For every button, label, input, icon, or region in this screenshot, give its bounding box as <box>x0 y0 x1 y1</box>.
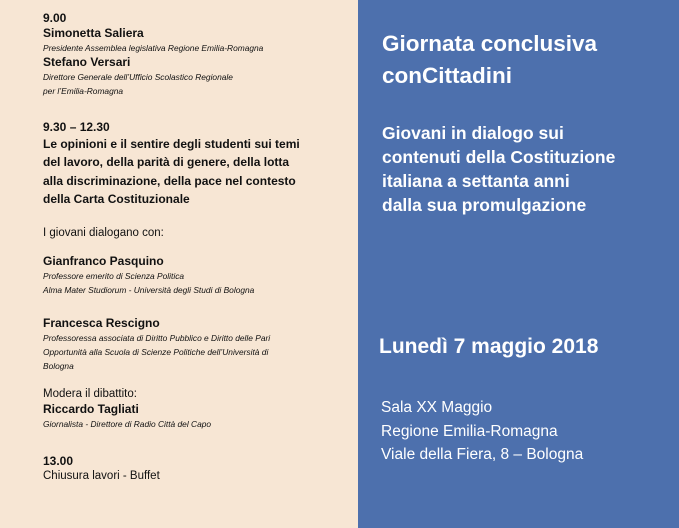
moderator-name: Riccardo Tagliati <box>43 402 139 416</box>
speaker-role: per l’Emilia-Romagna <box>43 86 124 96</box>
discussion-text: alla discriminazione, della pace nel contesto <box>43 173 296 188</box>
event-title-line: Giornata conclusiva <box>382 31 598 56</box>
event-venue <box>381 396 671 467</box>
discussion-text: del lavoro, della parità di genere, della lotta <box>43 155 290 170</box>
venue-line: Viale della Fiera, 8 – Bologna <box>381 446 584 463</box>
panelist-role: Bologna <box>43 361 74 371</box>
panelist <box>43 254 343 297</box>
event-subtitle-line: Giovani in dialogo sui <box>382 123 564 143</box>
moderator-role: Giornalista - Direttore di Radio Città del Capo <box>43 419 212 429</box>
panelist-role: Opportunità alla Scuola di Scienze Politiche dell’Università di <box>43 347 269 357</box>
slot-closing <box>43 454 343 484</box>
event-date: Lunedì 7 maggio 2018 <box>379 335 599 358</box>
speaker-name: Simonetta Saliera <box>43 26 144 40</box>
panelist <box>43 316 343 373</box>
discussion-text: della Carta Costituzionale <box>43 191 190 206</box>
event-subtitle-line: dalla sua promulgazione <box>382 195 587 215</box>
moderator-block <box>43 387 343 431</box>
event-title-line: conCittadini <box>382 63 512 88</box>
speaker-role: Direttore Generale dell’Ufficio Scolastico Regionale <box>43 72 233 82</box>
panelist-name: Francesca Rescigno <box>43 316 160 330</box>
panelist-role: Professore emerito di Scienza Politica <box>43 271 185 281</box>
slot-opening <box>43 11 343 98</box>
panelist-name: Gianfranco Pasquino <box>43 254 164 268</box>
slot-time: 9.00 <box>43 11 67 25</box>
event-subtitle-line: italiana a settanta anni <box>382 171 570 191</box>
slot-time: 13.00 <box>43 454 74 468</box>
speaker-role: Presidente Assemblea legislativa Regione Emilia-Romagna <box>43 43 264 53</box>
panelist-role: Alma Mater Studiorum - Università degli Studi di Bologna <box>43 285 255 295</box>
event-subtitle-line: contenuti della Costituzione <box>382 147 616 167</box>
event-title <box>382 28 672 92</box>
dialogue-intro: I giovani dialogano con: <box>43 227 164 239</box>
event-panel <box>358 0 679 528</box>
moderator-intro: Modera il dibattito: <box>43 388 137 400</box>
slot-discussion <box>43 120 343 208</box>
closing-text: Chiusura lavori - Buffet <box>43 470 160 482</box>
event-subtitle <box>382 121 672 217</box>
slot-time: 9.30 – 12.30 <box>43 120 110 134</box>
venue-line: Sala XX Maggio <box>381 399 493 416</box>
panelist-role: Professoressa associata di Diritto Pubblico e Diritto delle Pari <box>43 333 271 343</box>
venue-line: Regione Emilia-Romagna <box>381 422 558 440</box>
discussion-text: Le opinioni e il sentire degli studenti sui temi <box>43 137 300 151</box>
speaker-name: Stefano Versari <box>43 55 131 69</box>
